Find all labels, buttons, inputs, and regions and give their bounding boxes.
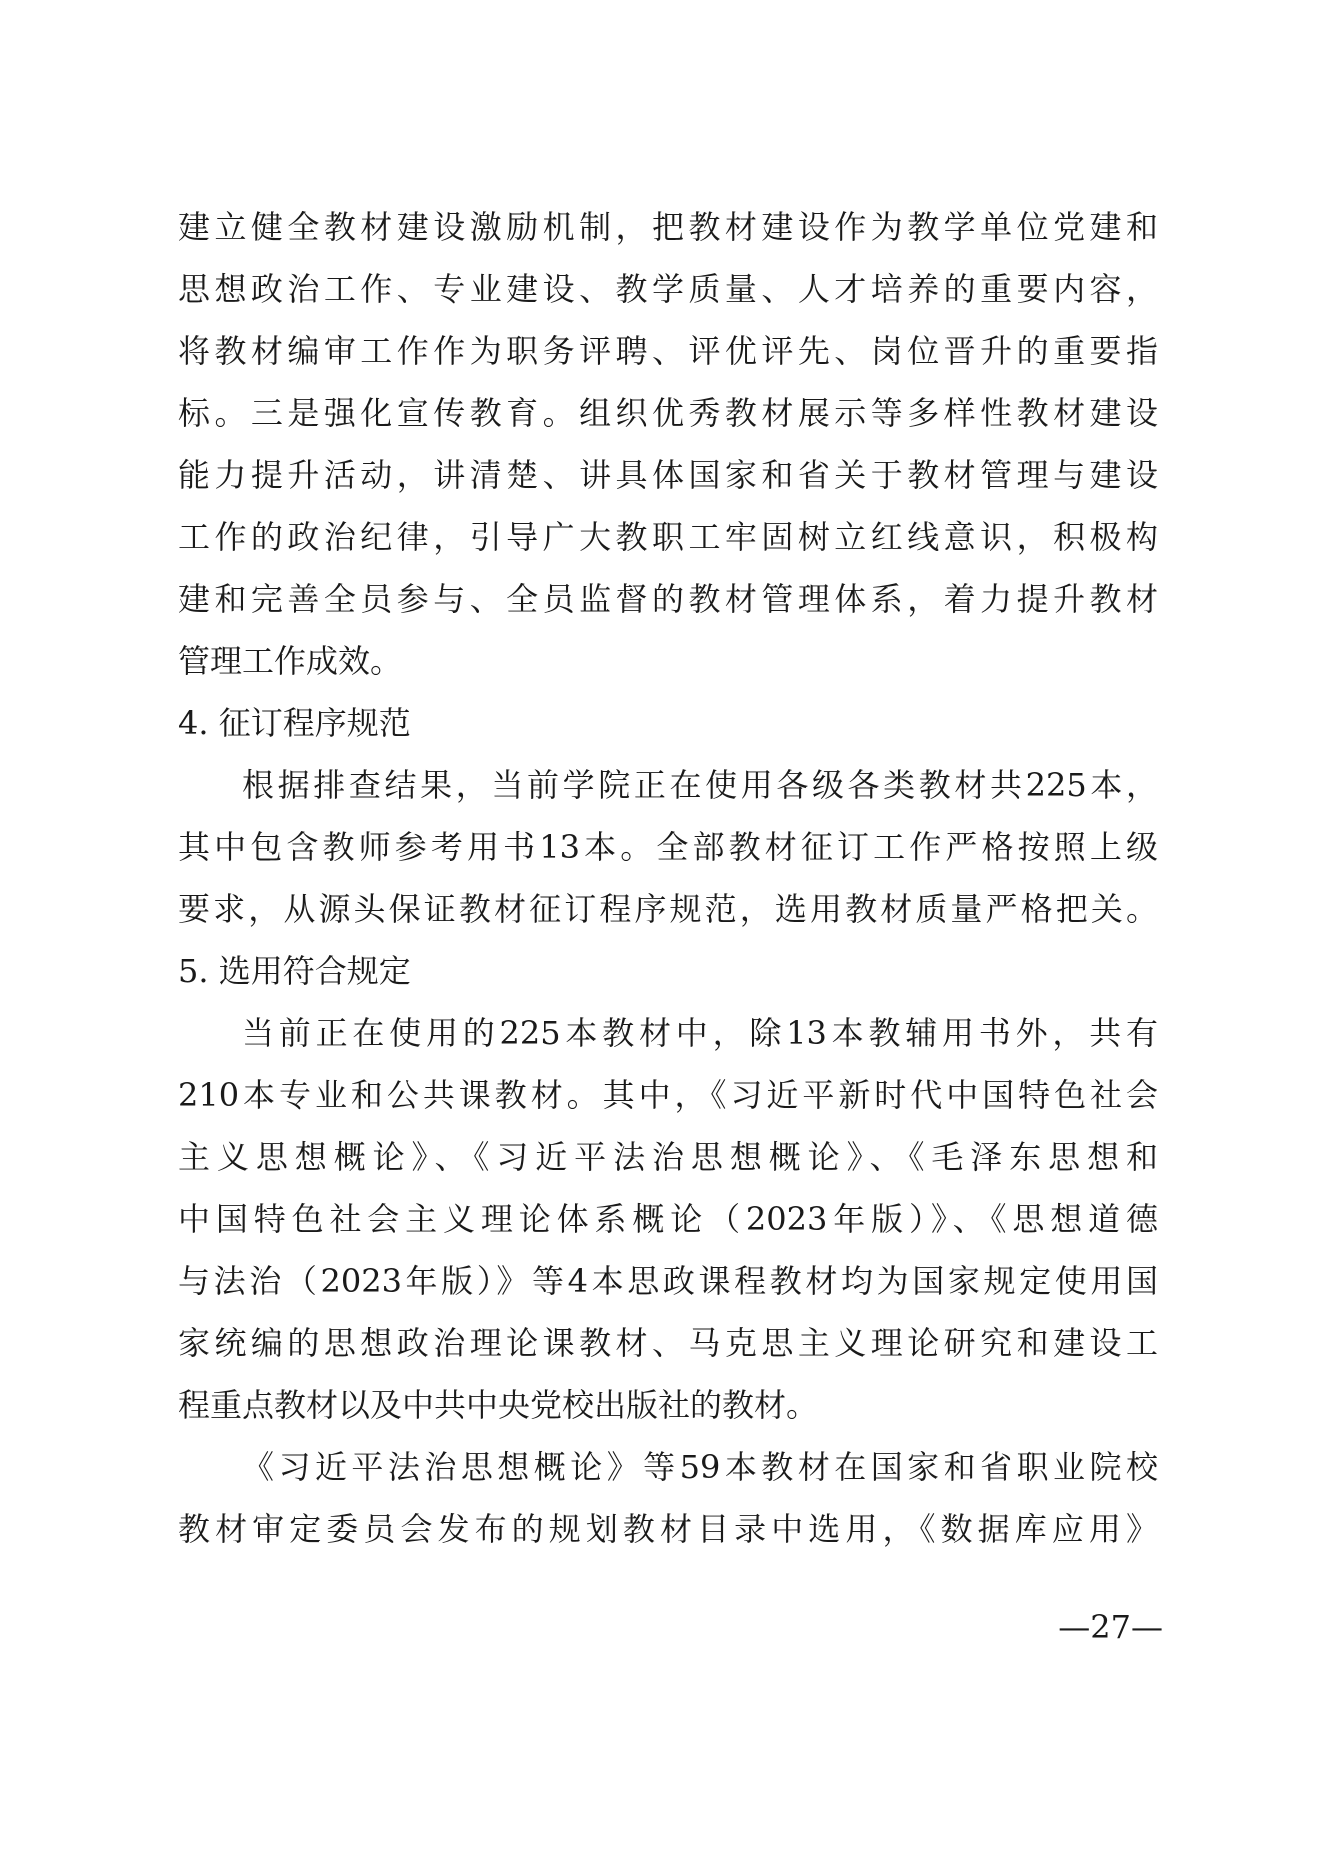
body-line: 教材审定委员会发布的规划教材目录中选用，《数据库应用》: [178, 1510, 1158, 1548]
page-number: —27—: [1058, 1608, 1163, 1646]
body-line: 程重点教材以及中共中央党校出版社的教材。: [178, 1386, 819, 1424]
body-line: 根据排查结果，当前学院正在使用各级各类教材共225本，: [242, 766, 1158, 804]
body-line: 210本专业和公共课教材。其中，《习近平新时代中国特色社会: [178, 1076, 1158, 1114]
body-line: 工作的政治纪律，引导广大教职工牢固树立红线意识，积极构: [178, 518, 1158, 556]
body-line: 思想政治工作、专业建设、教学质量、人才培养的重要内容，: [178, 270, 1158, 308]
body-line: 要求，从源头保证教材征订程序规范，选用教材质量严格把关。: [178, 890, 1158, 928]
body-line: 中国特色社会主义理论体系概论（2023年版）》、《思想道德: [178, 1200, 1158, 1238]
body-line: 当前正在使用的225本教材中，除13本教辅用书外，共有: [242, 1014, 1158, 1052]
body-line: 《习近平法治思想概论》等59本教材在国家和省职业院校: [242, 1448, 1158, 1486]
body-line: 建立健全教材建设激励机制，把教材建设作为教学单位党建和: [178, 208, 1158, 246]
body-line: 建和完善全员参与、全员监督的教材管理体系，着力提升教材: [178, 580, 1158, 618]
body-line: 主义思想概论》、《习近平法治思想概论》、《毛泽东思想和: [178, 1138, 1158, 1176]
section-heading-4: 4. 征订程序规范: [178, 704, 411, 742]
body-line: 其中包含教师参考用书13本。全部教材征订工作严格按照上级: [178, 828, 1158, 866]
body-line: 家统编的思想政治理论课教材、马克思主义理论研究和建设工: [178, 1324, 1158, 1362]
body-line: 与法治（2023年版）》等4本思政课程教材均为国家规定使用国: [178, 1262, 1158, 1300]
body-line: 将教材编审工作作为职务评聘、评优评先、岗位晋升的重要指: [178, 332, 1158, 370]
body-line: 标。三是强化宣传教育。组织优秀教材展示等多样性教材建设: [178, 394, 1158, 432]
section-heading-5: 5. 选用符合规定: [178, 952, 411, 990]
body-line: 管理工作成效。: [178, 642, 403, 680]
body-line: 能力提升活动，讲清楚、讲具体国家和省关于教材管理与建设: [178, 456, 1158, 494]
